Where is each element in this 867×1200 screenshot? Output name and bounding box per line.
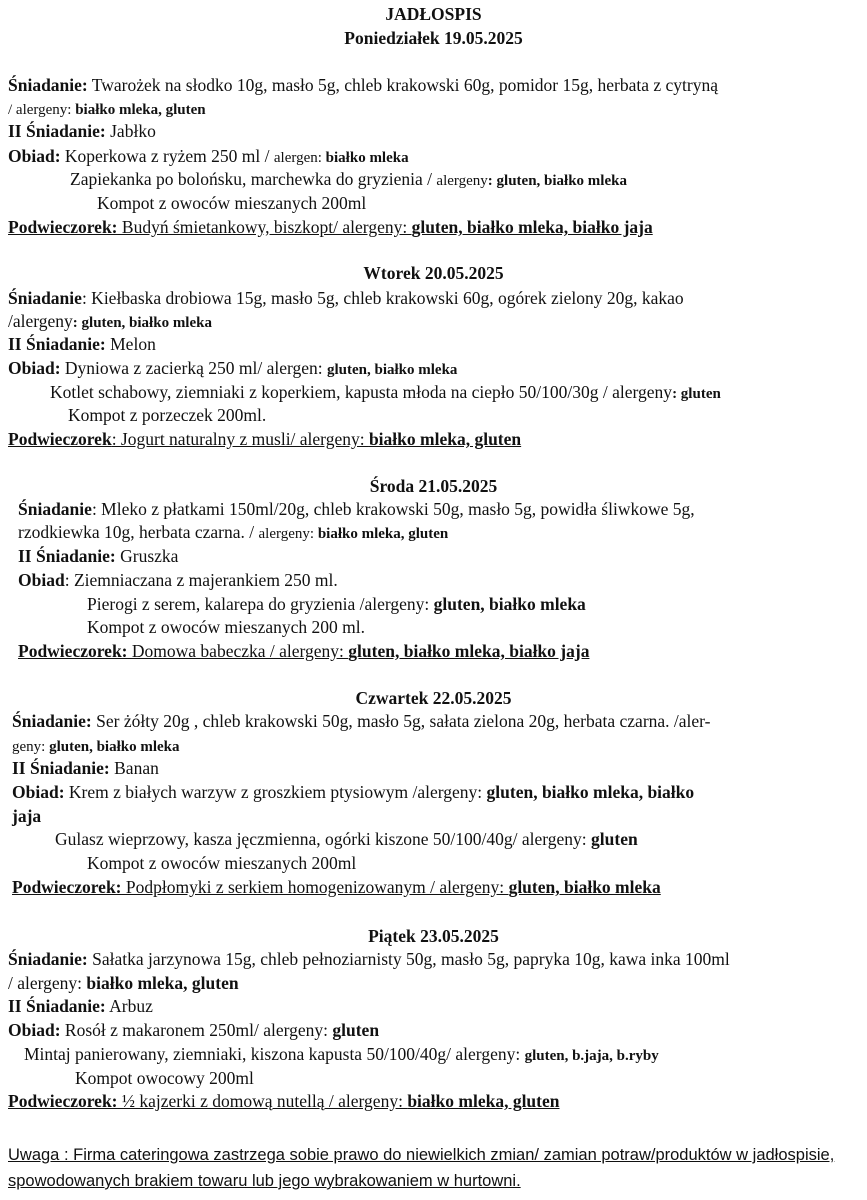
allergen-list: : gluten, białko mleka	[72, 315, 212, 331]
thursday-date: Czwartek 22.05.2025	[355, 688, 512, 708]
monday-lunch-soup	[8, 145, 409, 170]
snack-text: : Jogurt naturalny z musli/ alergeny:	[111, 429, 369, 449]
disclaimer-note: Uwaga : Firma cateringowa zastrzega sobie prawo do niewielkich zmian/ zamian potraw/produktów w jadłospisie, spowodowanych brakiem towaru lub jego wybrakowaniem w hurtowni.	[8, 1146, 835, 1190]
allergen-list: białko mleka	[325, 150, 409, 166]
breakfast-label: Śniadanie	[18, 499, 92, 519]
allergen-list: gluten, białko mleka	[326, 362, 458, 378]
allergen-list: gluten, białko mleka, białko jaja	[348, 641, 590, 661]
breakfast-text: : Mleko z płatkami 150ml/20g, chleb krakowski 50g, masło 5g, powidła śliwkowe 5g,	[91, 499, 695, 519]
wednesday-date: Środa 21.05.2025	[369, 476, 498, 496]
allergen-prefix: alergeny:	[258, 526, 318, 542]
breakfast-text-continued: rzodkiewka 10g, herbata czarna. /	[18, 522, 259, 542]
thursday-breakfast	[12, 710, 711, 733]
breakfast-label: Śniadanie	[8, 288, 82, 308]
thursday-lunch-soup	[12, 781, 694, 804]
lunch-label: Obiad:	[8, 146, 61, 166]
breakfast-text: Ser żółty 20g , chleb krakowski 50g, masło 5g, sałata zielona 20g, herbata czarna. /aler-	[91, 711, 711, 731]
monday-lunch-drink: Kompot z owoców mieszanych 200ml	[97, 193, 367, 213]
second-breakfast-text: Jabłko	[105, 121, 156, 141]
wednesday-lunch-main	[87, 593, 586, 616]
allergen-prefix: alergen:	[273, 150, 326, 166]
thursday-snack	[12, 876, 661, 899]
breakfast-text: Sałatka jarzynowa 15g, chleb pełnoziarnisty 50g, masło 5g, papryka 10g, kawa inka 100ml	[87, 949, 730, 969]
allergen-prefix: / alergeny:	[8, 102, 76, 118]
friday-lunch-main	[24, 1043, 659, 1068]
wednesday-second-breakfast	[18, 545, 178, 568]
second-breakfast-label: II Śniadanie:	[8, 334, 106, 354]
friday-breakfast-allergens	[8, 972, 239, 995]
snack-text: Budyń śmietankowy, biszkopt/ alergeny:	[117, 217, 412, 237]
monday-snack	[8, 216, 653, 239]
snack-label: Podwieczorek:	[18, 641, 128, 661]
breakfast-label: Śniadanie:	[12, 711, 92, 731]
snack-label: Podwieczorek	[8, 429, 112, 449]
allergen-prefix: geny:	[12, 739, 50, 755]
snack-text: ½ kajzerki z domową nutellą / alergeny:	[117, 1091, 408, 1111]
tuesday-breakfast	[8, 287, 684, 310]
snack-label: Podwieczorek:	[8, 1091, 118, 1111]
lunch-label: Obiad:	[8, 358, 61, 378]
breakfast-text: : Kiełbaska drobiowa 15g, masło 5g, chleb krakowski 60g, ogórek zielony 20g, kakao	[81, 288, 684, 308]
lunch-soup-text: Koperkowa z ryżem 250 ml /	[60, 146, 274, 166]
allergen-list: białko mleka, gluten	[86, 973, 239, 993]
allergen-prefix: alergeny	[436, 173, 488, 189]
breakfast-label: Śniadanie:	[8, 949, 88, 969]
thursday-lunch-soup-allergens-continued: jaja	[12, 806, 42, 826]
lunch-main-text: Gulasz wieprzowy, kasza jęczmienna, ogórki kiszone 50/100/40g/ alergeny:	[55, 829, 592, 849]
friday-second-breakfast	[8, 995, 153, 1018]
tuesday-date: Wtorek 20.05.2025	[363, 263, 504, 283]
tuesday-breakfast-allergens	[8, 310, 212, 335]
friday-snack	[8, 1090, 560, 1113]
second-breakfast-label: II Śniadanie:	[18, 546, 116, 566]
allergen-list: białko mleka, gluten	[317, 526, 449, 542]
wednesday-lunch-soup	[18, 569, 338, 592]
thursday-breakfast-allergens	[12, 734, 180, 759]
wednesday-breakfast	[18, 498, 695, 521]
second-breakfast-text: Gruszka	[115, 546, 179, 566]
tuesday-lunch-drink: Kompot z porzeczek 200ml.	[68, 405, 267, 425]
lunch-soup-text: Dyniowa z zacierką 250 ml/ alergen:	[60, 358, 327, 378]
lunch-main-text: Mintaj panierowany, ziemniaki, kiszona kapusta 50/100/40g/ alergeny:	[24, 1044, 525, 1064]
monday-lunch-main	[70, 168, 627, 193]
tuesday-lunch-main	[50, 381, 721, 406]
lunch-soup-text: Krem z białych warzyw z groszkiem ptysiowym /alergeny:	[64, 782, 487, 802]
second-breakfast-label: II Śniadanie:	[12, 758, 110, 778]
breakfast-label: Śniadanie:	[8, 75, 88, 95]
thursday-lunch-drink: Kompot z owoców mieszanych 200ml	[87, 853, 357, 873]
wednesday-snack	[18, 640, 589, 663]
thursday-lunch-main	[55, 828, 638, 851]
tuesday-lunch-soup	[8, 357, 457, 382]
second-breakfast-label: II Śniadanie:	[8, 996, 106, 1016]
second-breakfast-text: Banan	[109, 758, 159, 778]
allergen-list: gluten	[332, 1020, 380, 1040]
allergen-list: gluten, białko mleka	[508, 877, 661, 897]
friday-lunch-soup	[8, 1019, 379, 1042]
second-breakfast-text: Melon	[105, 334, 156, 354]
friday-lunch-drink: Kompot owocowy 200ml	[75, 1068, 254, 1088]
lunch-main-text: Pierogi z serem, kalarepa do gryzienia /alergeny:	[87, 594, 434, 614]
lunch-label: Obiad:	[12, 782, 65, 802]
second-breakfast-label: II Śniadanie:	[8, 121, 106, 141]
allergen-list: : gluten, białko mleka	[487, 173, 627, 189]
thursday-second-breakfast	[12, 757, 159, 780]
lunch-soup-text: : Ziemniaczana z majerankiem 250 ml.	[64, 570, 338, 590]
friday-breakfast	[8, 948, 730, 971]
allergen-list: gluten, białko mleka, białko jaja	[411, 217, 653, 237]
monday-second-breakfast	[8, 120, 156, 143]
monday-date: Poniedziałek 19.05.2025	[344, 28, 523, 48]
allergen-list: : gluten	[672, 386, 721, 402]
snack-label: Podwieczorek:	[12, 877, 122, 897]
second-breakfast-text: Arbuz	[105, 996, 153, 1016]
tuesday-snack	[8, 428, 521, 451]
allergen-list: gluten, b.jaja, b.ryby	[524, 1048, 659, 1064]
tuesday-second-breakfast	[8, 333, 156, 356]
friday-date: Piątek 23.05.2025	[368, 926, 499, 946]
allergen-list: gluten, białko mleka, białko	[486, 782, 695, 802]
lunch-main-text: Kotlet schabowy, ziemniaki z koperkiem, kapusta młoda na ciepło 50/100/30g / alergeny	[50, 382, 673, 402]
monday-breakfast	[8, 74, 718, 97]
lunch-label: Obiad:	[8, 1020, 61, 1040]
snack-text: Domowa babeczka / alergeny:	[127, 641, 349, 661]
wednesday-lunch-drink: Kompot z owoców mieszanych 200 ml.	[87, 617, 366, 637]
snack-label: Podwieczorek:	[8, 217, 118, 237]
lunch-soup-text: Rosół z makaronem 250ml/ alergeny:	[60, 1020, 333, 1040]
wednesday-breakfast-line2	[18, 521, 448, 546]
allergen-list: gluten, białko mleka	[49, 739, 180, 755]
allergen-list: gluten, białko mleka	[433, 594, 586, 614]
monday-breakfast-allergens	[8, 97, 206, 122]
page-title: JADŁOSPIS	[385, 4, 482, 24]
snack-text: Podpłomyki z serkiem homogenizowanym / alergeny:	[121, 877, 509, 897]
lunch-main-text: Zapiekanka po bolońsku, marchewka do gryzienia /	[70, 169, 437, 189]
allergen-prefix: / alergeny:	[8, 973, 87, 993]
breakfast-text: Twarożek na słodko 10g, masło 5g, chleb krakowski 60g, pomidor 15g, herbata z cytryną	[87, 75, 718, 95]
allergen-list: białko mleka, gluten	[368, 429, 522, 449]
allergen-list: białko mleka, gluten	[407, 1091, 560, 1111]
allergen-prefix: /alergeny	[8, 311, 73, 331]
allergen-list: białko mleka, gluten	[75, 102, 206, 118]
allergen-list: gluten	[591, 829, 638, 849]
lunch-label: Obiad	[18, 570, 65, 590]
